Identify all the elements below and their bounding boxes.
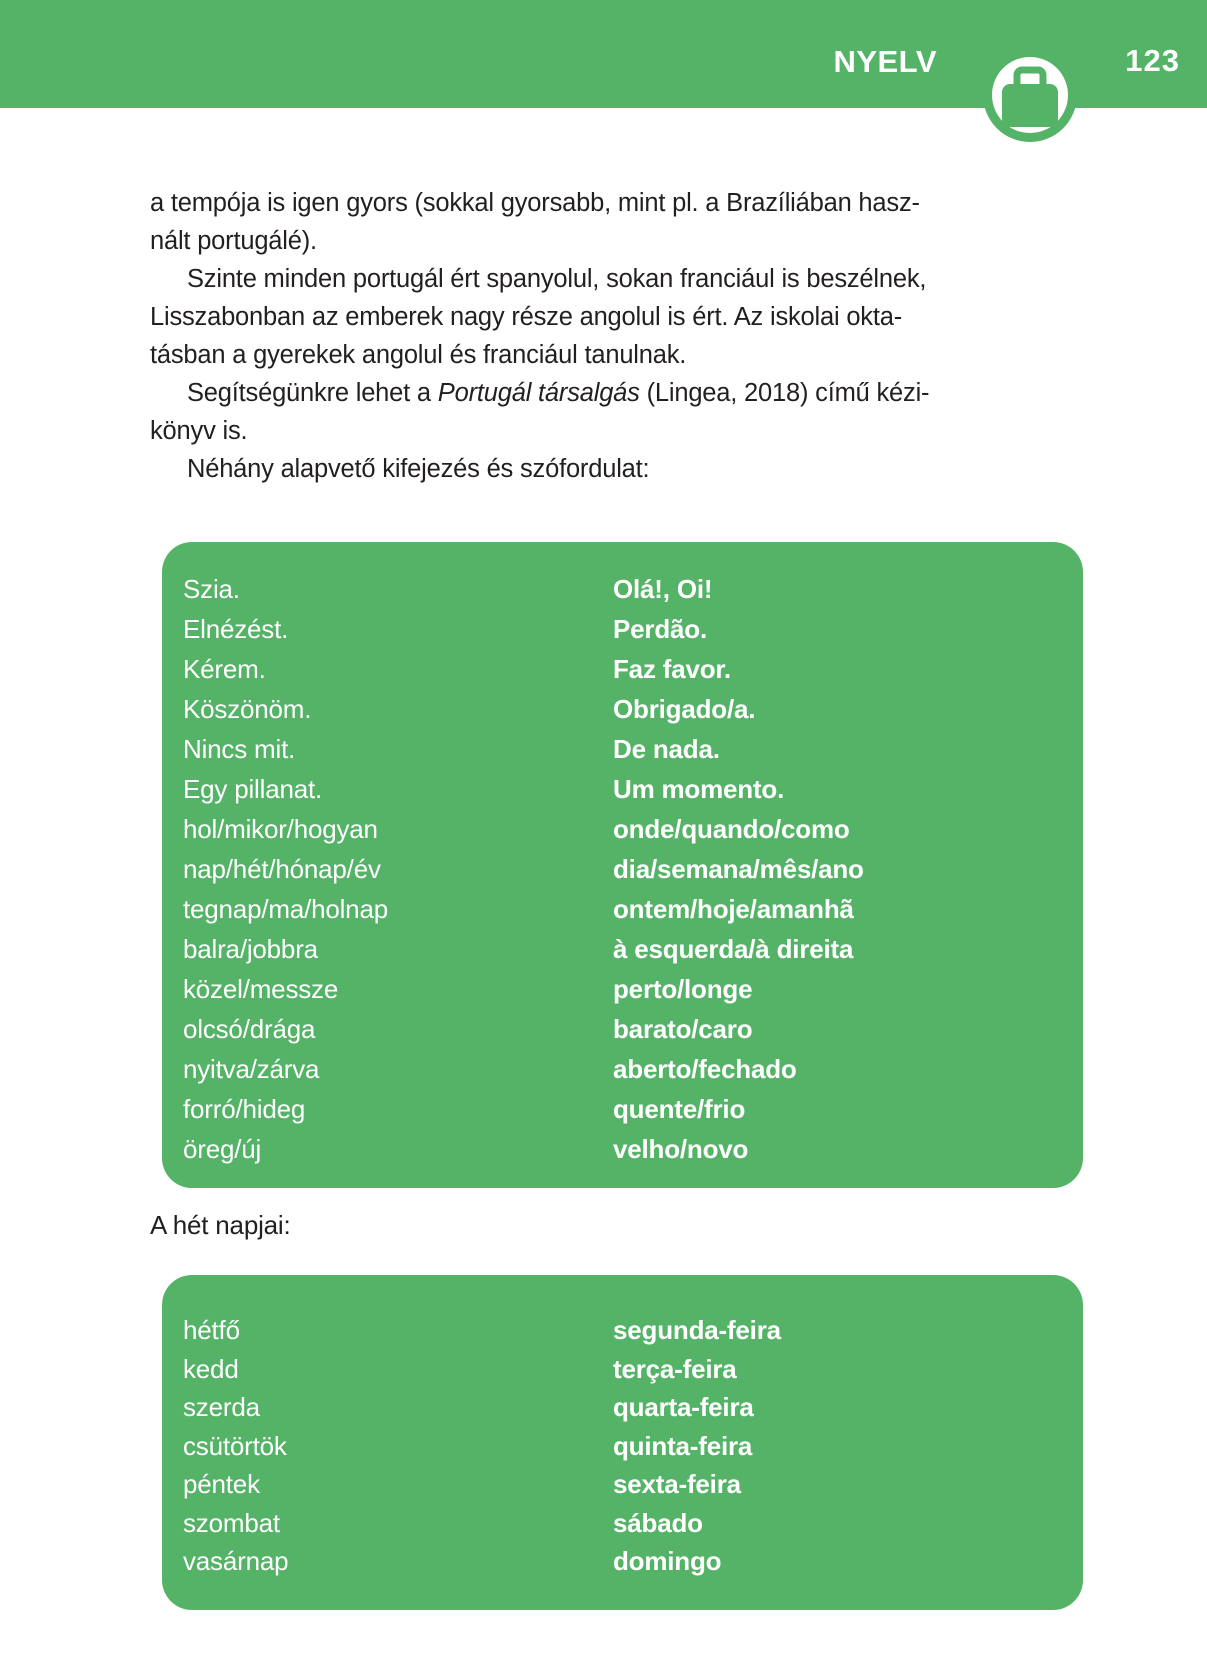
hungarian-term: Egy pillanat.	[183, 774, 323, 804]
portuguese-term: onde/quando/como	[613, 814, 850, 844]
phrase-row	[183, 889, 1063, 929]
briefcase-icon	[983, 48, 1077, 142]
phrase-row	[183, 689, 1063, 729]
hungarian-term: hol/mikor/hogyan	[183, 814, 378, 844]
portuguese-term: à esquerda/à direita	[613, 934, 854, 964]
phrase-table	[162, 542, 1083, 1188]
phrase-row	[183, 649, 1063, 689]
days-table	[162, 1275, 1083, 1610]
phrase-row	[183, 1009, 1063, 1049]
portuguese-term: Faz favor.	[613, 654, 731, 684]
hungarian-term: balra/jobbra	[183, 934, 318, 964]
body-line: Néhány alapvető kifejezés és szófordulat:	[187, 455, 650, 483]
hungarian-term: nap/hét/hónap/év	[183, 854, 381, 884]
hungarian-term: nyitva/zárva	[183, 1054, 320, 1084]
phrase-row	[183, 609, 1063, 649]
hungarian-term: forró/hideg	[183, 1094, 306, 1124]
section-title: NYELV	[833, 44, 937, 79]
phrase-row	[183, 1089, 1063, 1129]
hungarian-term: Köszönöm.	[183, 694, 312, 724]
day-row	[183, 1388, 1063, 1427]
hungarian-day: csütörtök	[183, 1430, 287, 1461]
phrase-row	[183, 809, 1063, 849]
hungarian-day: szombat	[183, 1507, 280, 1538]
portuguese-term: Olá!, Oi!	[613, 574, 713, 604]
body-line: nált portugálé).	[150, 227, 317, 255]
portuguese-term: aberto/fechado	[613, 1054, 797, 1084]
day-row	[183, 1465, 1063, 1504]
portuguese-term: ontem/hoje/amanhã	[613, 894, 854, 924]
portuguese-day: quinta-feira	[613, 1430, 753, 1461]
phrase-row	[183, 729, 1063, 769]
portuguese-term: velho/novo	[613, 1134, 749, 1164]
phrase-row	[183, 969, 1063, 1009]
hungarian-day: péntek	[183, 1469, 260, 1499]
day-row	[183, 1311, 1063, 1350]
hungarian-term: öreg/új	[183, 1134, 262, 1164]
hungarian-day: vasárnap	[183, 1546, 289, 1576]
hungarian-term: Nincs mit.	[183, 734, 296, 764]
book-title-italic: Portugál társalgás	[437, 379, 640, 407]
hungarian-term: közel/messze	[183, 974, 339, 1004]
body-line: Lisszabonban az emberek nagy része angolul is ért. Az iskolai okta-	[150, 303, 903, 331]
portuguese-day: segunda-feira	[613, 1315, 781, 1345]
body-line-segment: Segítségünkre lehet a	[187, 379, 438, 407]
hungarian-day: kedd	[183, 1353, 239, 1384]
phrase-row	[183, 849, 1063, 889]
portuguese-day: sábado	[613, 1507, 703, 1538]
hungarian-day: hétfő	[183, 1315, 240, 1345]
phrase-row	[183, 1129, 1063, 1169]
portuguese-term: perto/longe	[613, 974, 753, 1004]
phrase-row	[183, 929, 1063, 969]
portuguese-term: Perdão.	[613, 614, 707, 644]
body-line: könyv is.	[150, 417, 248, 445]
body-line: tásban a gyerekek angolul és franciául tanulnak.	[150, 341, 687, 369]
hungarian-term: tegnap/ma/holnap	[183, 894, 388, 924]
portuguese-term: Um momento.	[613, 774, 785, 804]
hungarian-term: Elnézést.	[183, 614, 289, 644]
portuguese-term: quente/frio	[613, 1094, 746, 1124]
body-line: Szinte minden portugál ért spanyolul, sokan franciául is beszélnek,	[187, 265, 927, 293]
hungarian-term: Szia.	[183, 574, 240, 604]
phrase-row	[183, 1049, 1063, 1089]
portuguese-term: Obrigado/a.	[613, 694, 756, 724]
body-line-segment: (Lingea, 2018) című kézi-	[639, 379, 930, 407]
hungarian-term: olcsó/drága	[183, 1014, 316, 1044]
days-heading: A hét napjai:	[150, 1210, 291, 1240]
body-line	[150, 374, 1070, 412]
page-number: 123	[1125, 43, 1180, 78]
portuguese-day: terça-feira	[613, 1353, 737, 1384]
portuguese-term: De nada.	[613, 734, 720, 764]
day-row	[183, 1427, 1063, 1466]
hungarian-term: Kérem.	[183, 654, 266, 684]
phrase-row	[183, 569, 1063, 609]
phrase-row	[183, 769, 1063, 809]
portuguese-day: quarta-feira	[613, 1392, 754, 1422]
portuguese-term: barato/caro	[613, 1014, 753, 1044]
day-row	[183, 1542, 1063, 1581]
body-line: a tempója is igen gyors (sokkal gyorsabb, mint pl. a Brazíliában hasz-	[150, 189, 920, 217]
portuguese-day: sexta-feira	[613, 1469, 741, 1499]
portuguese-day: domingo	[613, 1546, 722, 1576]
day-row	[183, 1504, 1063, 1543]
body-paragraphs	[150, 184, 1070, 488]
day-row	[183, 1350, 1063, 1389]
hungarian-day: szerda	[183, 1392, 260, 1422]
portuguese-term: dia/semana/mês/ano	[613, 854, 864, 884]
